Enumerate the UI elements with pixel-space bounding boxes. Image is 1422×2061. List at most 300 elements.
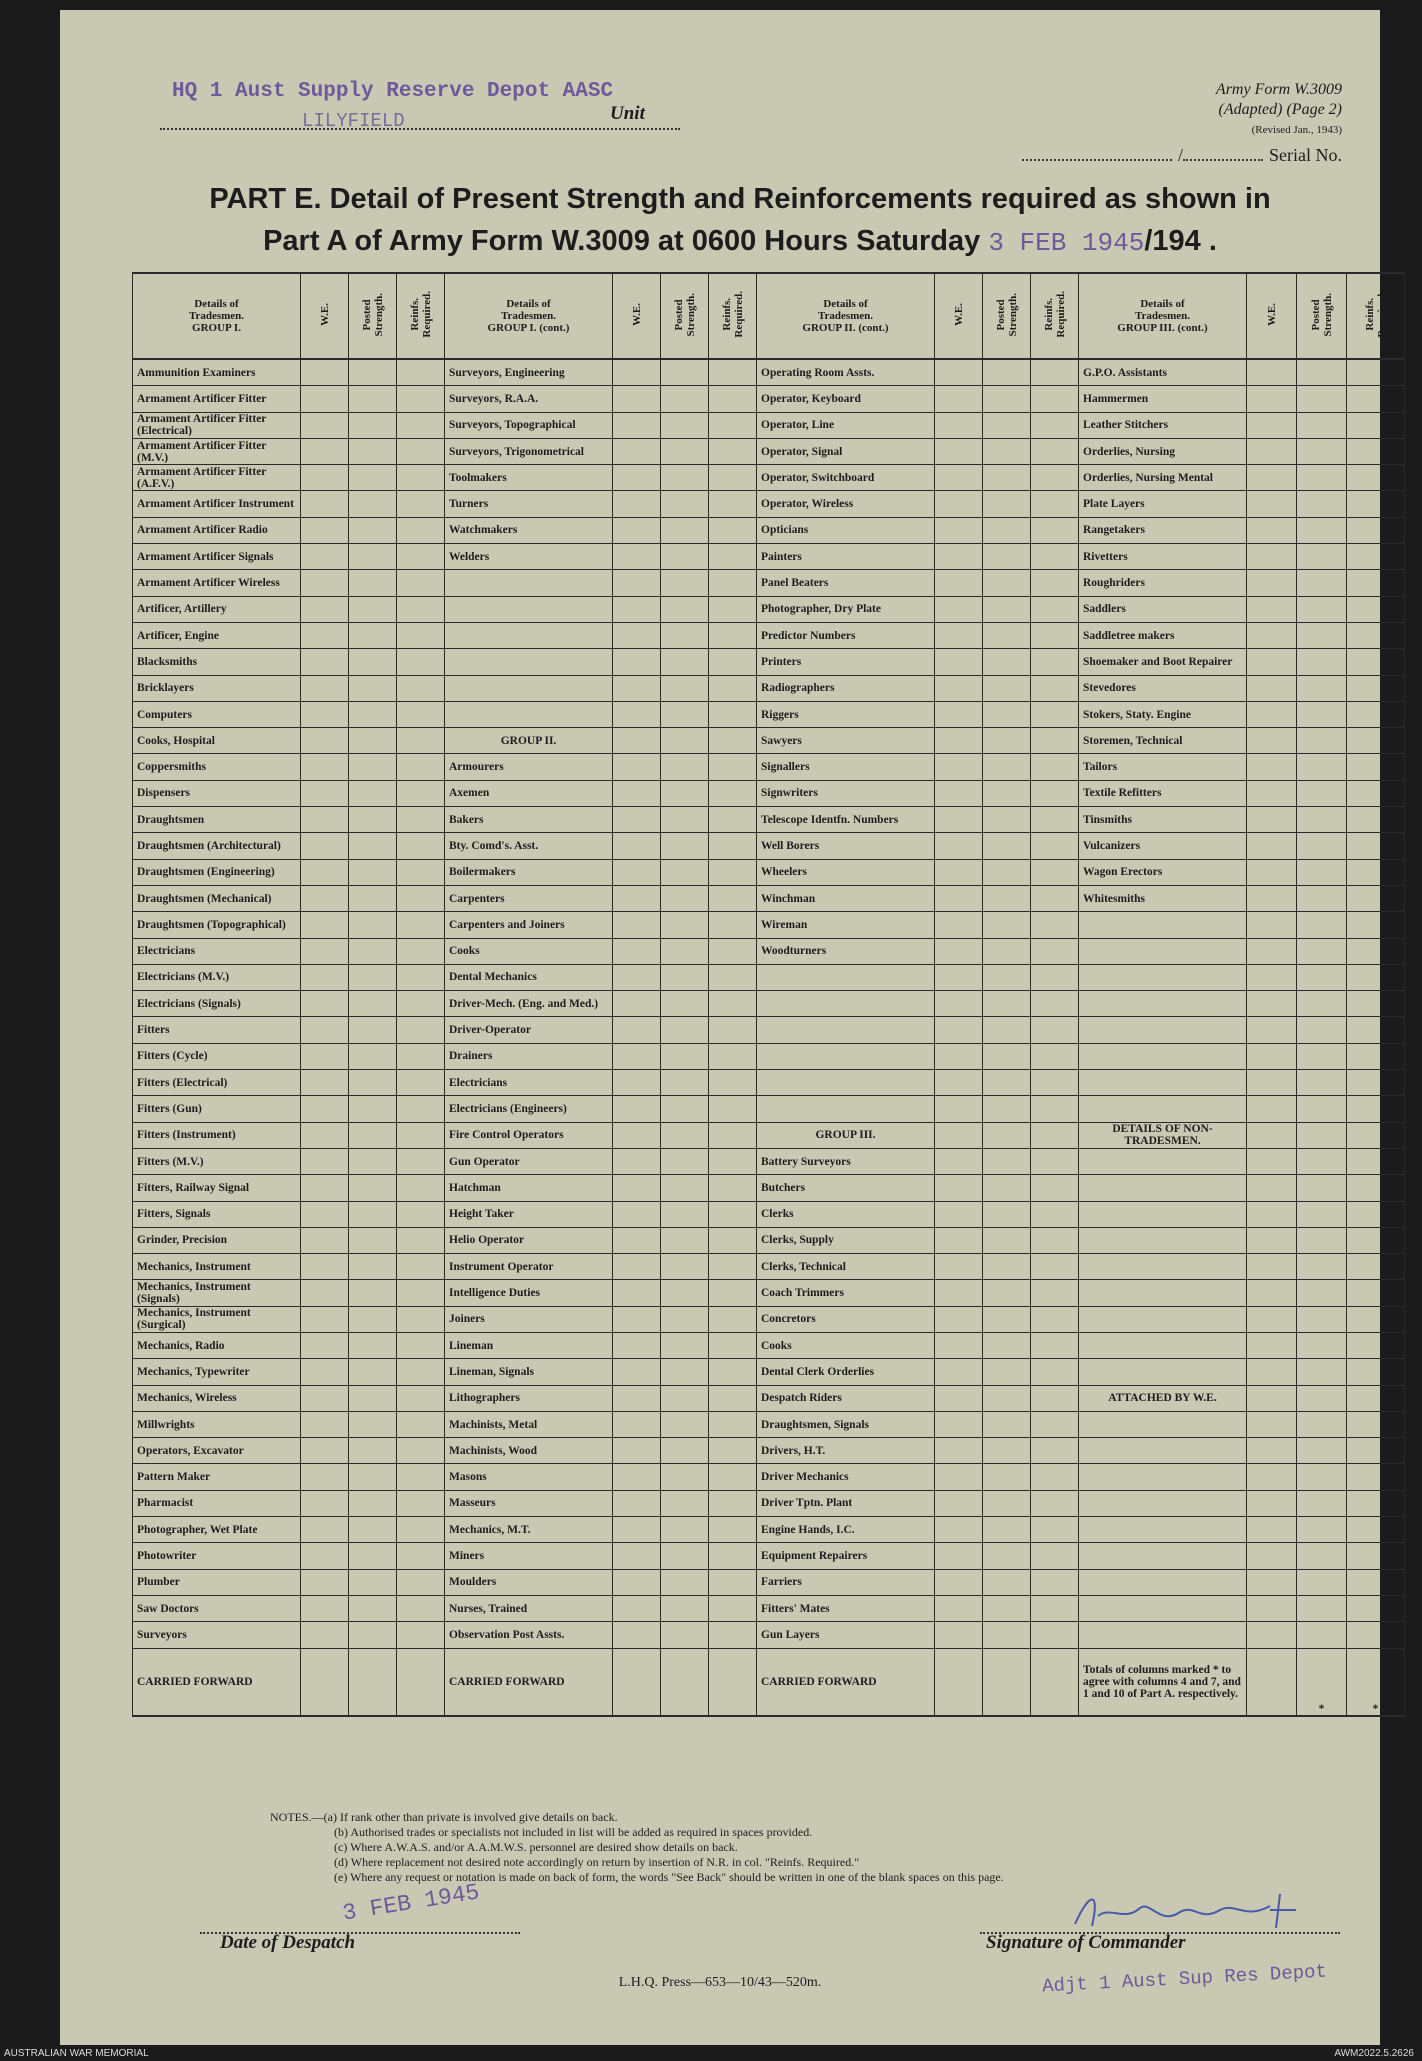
we-cell[interactable] (1247, 1464, 1297, 1490)
reinfs-cell[interactable] (1347, 1306, 1405, 1332)
posted-cell[interactable] (661, 491, 709, 517)
we-cell[interactable] (935, 359, 983, 386)
reinfs-cell[interactable] (1347, 1385, 1405, 1411)
posted-cell[interactable] (983, 412, 1031, 438)
we-cell[interactable] (301, 517, 349, 543)
reinfs-cell[interactable] (1031, 1306, 1079, 1332)
we-cell[interactable] (935, 1543, 983, 1569)
we-cell[interactable] (1247, 1043, 1297, 1069)
reinfs-cell[interactable] (1347, 649, 1405, 675)
posted-cell[interactable] (983, 938, 1031, 964)
reinfs-cell[interactable] (709, 938, 757, 964)
we-cell[interactable] (1247, 1543, 1297, 1569)
posted-cell[interactable] (1297, 1175, 1347, 1201)
posted-cell[interactable] (349, 1464, 397, 1490)
we-cell[interactable] (613, 807, 661, 833)
posted-cell[interactable] (1297, 596, 1347, 622)
we-cell[interactable] (613, 1569, 661, 1595)
we-cell[interactable] (935, 1490, 983, 1516)
reinfs-cell[interactable] (709, 728, 757, 754)
reinfs-cell[interactable] (397, 675, 445, 701)
posted-cell[interactable] (661, 412, 709, 438)
posted-cell[interactable] (661, 728, 709, 754)
posted-cell[interactable] (661, 675, 709, 701)
we-cell[interactable] (935, 885, 983, 911)
posted-cell[interactable] (1297, 1517, 1347, 1543)
reinfs-cell[interactable] (1347, 807, 1405, 833)
we-cell[interactable] (935, 1517, 983, 1543)
posted-cell[interactable] (349, 649, 397, 675)
we-cell[interactable] (935, 570, 983, 596)
reinfs-cell[interactable] (1347, 1227, 1405, 1253)
posted-cell[interactable] (661, 465, 709, 491)
we-cell[interactable] (1247, 1148, 1297, 1174)
reinfs-cell[interactable] (397, 465, 445, 491)
reinfs-cell[interactable] (709, 1280, 757, 1306)
reinfs-cell[interactable] (397, 649, 445, 675)
posted-cell[interactable] (983, 754, 1031, 780)
reinfs-cell[interactable] (1031, 701, 1079, 727)
reinfs-cell[interactable] (397, 412, 445, 438)
we-cell[interactable] (613, 544, 661, 570)
reinfs-cell[interactable] (1031, 359, 1079, 386)
we-cell[interactable] (935, 1096, 983, 1122)
reinfs-cell[interactable] (1031, 1464, 1079, 1490)
reinfs-cell[interactable] (709, 1438, 757, 1464)
posted-cell[interactable] (661, 386, 709, 412)
posted-cell[interactable] (349, 833, 397, 859)
reinfs-cell[interactable] (709, 1175, 757, 1201)
posted-cell[interactable] (1297, 912, 1347, 938)
we-cell[interactable] (1247, 1070, 1297, 1096)
posted-cell[interactable] (983, 1569, 1031, 1595)
reinfs-cell[interactable] (1347, 1254, 1405, 1280)
reinfs-cell[interactable] (1347, 780, 1405, 806)
we-cell[interactable] (1247, 1332, 1297, 1358)
reinfs-cell[interactable] (397, 1595, 445, 1621)
posted-cell[interactable] (661, 1096, 709, 1122)
reinfs-cell[interactable] (1031, 1227, 1079, 1253)
posted-cell[interactable] (1297, 517, 1347, 543)
posted-cell[interactable] (661, 570, 709, 596)
we-cell[interactable] (613, 386, 661, 412)
reinfs-cell[interactable] (1031, 1569, 1079, 1595)
reinfs-cell[interactable] (1347, 570, 1405, 596)
posted-cell[interactable] (983, 1385, 1031, 1411)
we-cell[interactable] (613, 1517, 661, 1543)
reinfs-cell[interactable] (397, 544, 445, 570)
posted-cell[interactable] (661, 649, 709, 675)
reinfs-cell[interactable] (1347, 412, 1405, 438)
posted-cell[interactable] (661, 1201, 709, 1227)
reinfs-cell[interactable] (1347, 1359, 1405, 1385)
posted-cell[interactable] (349, 1543, 397, 1569)
posted-cell[interactable] (983, 1254, 1031, 1280)
posted-cell[interactable] (1297, 1070, 1347, 1096)
we-cell[interactable] (613, 596, 661, 622)
we-cell[interactable] (301, 1043, 349, 1069)
reinfs-cell[interactable] (1347, 438, 1405, 464)
we-cell[interactable] (301, 465, 349, 491)
reinfs-cell[interactable] (1031, 1096, 1079, 1122)
reinfs-cell[interactable] (1347, 1043, 1405, 1069)
reinfs-cell[interactable] (397, 1438, 445, 1464)
reinfs-cell[interactable] (1031, 1385, 1079, 1411)
we-cell[interactable] (613, 1464, 661, 1490)
we-cell[interactable] (935, 938, 983, 964)
we-cell[interactable] (301, 622, 349, 648)
posted-cell[interactable] (1297, 728, 1347, 754)
posted-cell[interactable] (1297, 438, 1347, 464)
reinfs-cell[interactable] (397, 1517, 445, 1543)
we-cell[interactable] (301, 491, 349, 517)
posted-cell[interactable] (983, 807, 1031, 833)
posted-asterisk[interactable]: * (1297, 1648, 1347, 1716)
posted-cell[interactable] (349, 675, 397, 701)
we-cell[interactable] (613, 570, 661, 596)
reinfs-cell[interactable] (709, 386, 757, 412)
we-cell[interactable] (935, 438, 983, 464)
posted-cell[interactable] (661, 1411, 709, 1437)
we-cell[interactable] (301, 1201, 349, 1227)
posted-cell[interactable] (983, 885, 1031, 911)
posted-cell[interactable] (349, 1490, 397, 1516)
we-cell[interactable] (301, 1280, 349, 1306)
reinfs-cell[interactable] (709, 1517, 757, 1543)
reinfs-cell[interactable] (709, 1306, 757, 1332)
posted-cell[interactable] (983, 1411, 1031, 1437)
reinfs-cell[interactable] (1347, 1595, 1405, 1621)
we-cell[interactable] (301, 1359, 349, 1385)
we-cell[interactable] (301, 1543, 349, 1569)
we-cell[interactable] (301, 1096, 349, 1122)
we-cell[interactable] (935, 701, 983, 727)
we-cell[interactable] (301, 544, 349, 570)
we-cell[interactable] (935, 1227, 983, 1253)
posted-cell[interactable] (349, 412, 397, 438)
posted-cell[interactable] (661, 912, 709, 938)
we-cell[interactable] (613, 701, 661, 727)
posted-cell[interactable] (349, 1280, 397, 1306)
we-cell[interactable] (613, 1227, 661, 1253)
posted-cell[interactable] (349, 1254, 397, 1280)
posted-cell[interactable] (1297, 1254, 1347, 1280)
reinfs-cell[interactable] (397, 859, 445, 885)
we-cell[interactable] (1247, 438, 1297, 464)
reinfs-cell[interactable] (397, 1280, 445, 1306)
reinfs-cell[interactable] (709, 1595, 757, 1621)
we-cell[interactable] (935, 1622, 983, 1648)
we-cell[interactable] (301, 1411, 349, 1437)
posted-cell[interactable] (1297, 1622, 1347, 1648)
we-cell[interactable] (1247, 491, 1297, 517)
we-cell[interactable] (301, 885, 349, 911)
posted-cell[interactable] (349, 1306, 397, 1332)
reinfs-cell[interactable] (709, 1070, 757, 1096)
reinfs-cell[interactable] (1031, 622, 1079, 648)
we-cell[interactable] (613, 833, 661, 859)
posted-cell[interactable] (661, 1017, 709, 1043)
we-cell[interactable] (1247, 754, 1297, 780)
we-cell[interactable] (301, 1490, 349, 1516)
reinfs-cell[interactable] (397, 807, 445, 833)
we-cell[interactable] (1247, 1227, 1297, 1253)
we-cell[interactable] (301, 728, 349, 754)
reinfs-total-cell[interactable] (709, 1648, 757, 1716)
we-cell[interactable] (935, 1411, 983, 1437)
we-cell[interactable] (301, 1517, 349, 1543)
posted-cell[interactable] (661, 1438, 709, 1464)
posted-cell[interactable] (983, 991, 1031, 1017)
posted-cell[interactable] (983, 1543, 1031, 1569)
we-cell[interactable] (301, 649, 349, 675)
we-cell[interactable] (301, 1332, 349, 1358)
we-cell[interactable] (301, 412, 349, 438)
reinfs-cell[interactable] (397, 596, 445, 622)
we-cell[interactable] (935, 412, 983, 438)
reinfs-cell[interactable] (1031, 1595, 1079, 1621)
posted-cell[interactable] (983, 544, 1031, 570)
posted-cell[interactable] (1297, 964, 1347, 990)
we-cell[interactable] (301, 438, 349, 464)
reinfs-cell[interactable] (1347, 544, 1405, 570)
reinfs-cell[interactable] (1347, 1070, 1405, 1096)
we-cell[interactable] (1247, 728, 1297, 754)
posted-cell[interactable] (1297, 807, 1347, 833)
we-cell[interactable] (935, 964, 983, 990)
reinfs-cell[interactable] (709, 1201, 757, 1227)
we-cell[interactable] (613, 1332, 661, 1358)
posted-cell[interactable] (349, 1043, 397, 1069)
reinfs-cell[interactable] (397, 1148, 445, 1174)
posted-cell[interactable] (661, 780, 709, 806)
posted-cell[interactable] (661, 991, 709, 1017)
posted-cell[interactable] (349, 359, 397, 386)
posted-cell[interactable] (661, 1280, 709, 1306)
we-cell[interactable] (935, 386, 983, 412)
reinfs-cell[interactable] (709, 701, 757, 727)
reinfs-cell[interactable] (397, 964, 445, 990)
reinfs-cell[interactable] (709, 1359, 757, 1385)
reinfs-cell[interactable] (1031, 964, 1079, 990)
reinfs-cell[interactable] (1347, 859, 1405, 885)
posted-cell[interactable] (983, 1175, 1031, 1201)
posted-cell[interactable] (661, 885, 709, 911)
we-cell[interactable] (935, 622, 983, 648)
posted-cell[interactable] (661, 596, 709, 622)
we-cell[interactable] (1247, 1254, 1297, 1280)
reinfs-cell[interactable] (1347, 754, 1405, 780)
reinfs-cell[interactable] (397, 754, 445, 780)
we-cell[interactable] (613, 885, 661, 911)
posted-cell[interactable] (983, 570, 1031, 596)
posted-cell[interactable] (349, 622, 397, 648)
posted-cell[interactable] (661, 833, 709, 859)
reinfs-cell[interactable] (709, 438, 757, 464)
reinfs-total-cell[interactable] (1031, 1648, 1079, 1716)
reinfs-cell[interactable] (709, 491, 757, 517)
reinfs-cell[interactable] (709, 1122, 757, 1148)
we-cell[interactable] (1247, 517, 1297, 543)
posted-cell[interactable] (1297, 1438, 1347, 1464)
posted-cell[interactable] (661, 1622, 709, 1648)
posted-cell[interactable] (1297, 991, 1347, 1017)
reinfs-cell[interactable] (1031, 1359, 1079, 1385)
posted-cell[interactable] (983, 1070, 1031, 1096)
reinfs-cell[interactable] (397, 1569, 445, 1595)
reinfs-cell[interactable] (1031, 833, 1079, 859)
we-cell[interactable] (935, 675, 983, 701)
reinfs-cell[interactable] (709, 359, 757, 386)
posted-cell[interactable] (983, 438, 1031, 464)
posted-cell[interactable] (1297, 1017, 1347, 1043)
posted-cell[interactable] (983, 1332, 1031, 1358)
posted-cell[interactable] (349, 1227, 397, 1253)
we-cell[interactable] (1247, 912, 1297, 938)
posted-total-cell[interactable] (983, 1648, 1031, 1716)
we-cell[interactable] (613, 1595, 661, 1621)
reinfs-cell[interactable] (1347, 1096, 1405, 1122)
we-cell[interactable] (613, 1148, 661, 1174)
reinfs-cell[interactable] (397, 1622, 445, 1648)
reinfs-cell[interactable] (1031, 1254, 1079, 1280)
we-cell[interactable] (301, 1175, 349, 1201)
posted-cell[interactable] (661, 1595, 709, 1621)
reinfs-cell[interactable] (709, 1464, 757, 1490)
we-cell[interactable] (613, 1543, 661, 1569)
posted-cell[interactable] (661, 754, 709, 780)
we-cell[interactable] (935, 1332, 983, 1358)
posted-cell[interactable] (661, 359, 709, 386)
posted-cell[interactable] (349, 1359, 397, 1385)
we-cell[interactable] (1247, 1517, 1297, 1543)
we-cell[interactable] (935, 1280, 983, 1306)
posted-cell[interactable] (983, 1201, 1031, 1227)
posted-cell[interactable] (349, 1622, 397, 1648)
we-cell[interactable] (935, 991, 983, 1017)
reinfs-cell[interactable] (1031, 1411, 1079, 1437)
we-cell[interactable] (1247, 1490, 1297, 1516)
posted-cell[interactable] (983, 1096, 1031, 1122)
posted-cell[interactable] (1297, 1096, 1347, 1122)
reinfs-cell[interactable] (397, 1411, 445, 1437)
reinfs-cell[interactable] (709, 885, 757, 911)
we-cell[interactable] (935, 1569, 983, 1595)
we-cell[interactable] (613, 649, 661, 675)
reinfs-cell[interactable] (1031, 570, 1079, 596)
we-cell[interactable] (301, 780, 349, 806)
posted-cell[interactable] (983, 1280, 1031, 1306)
reinfs-cell[interactable] (1031, 885, 1079, 911)
reinfs-cell[interactable] (1347, 833, 1405, 859)
reinfs-cell[interactable] (1031, 675, 1079, 701)
reinfs-cell[interactable] (397, 701, 445, 727)
reinfs-cell[interactable] (397, 991, 445, 1017)
we-cell[interactable] (613, 1622, 661, 1648)
posted-cell[interactable] (1297, 780, 1347, 806)
posted-cell[interactable] (983, 1517, 1031, 1543)
posted-cell[interactable] (349, 596, 397, 622)
reinfs-cell[interactable] (397, 1490, 445, 1516)
we-cell[interactable] (935, 1359, 983, 1385)
posted-cell[interactable] (983, 1122, 1031, 1148)
reinfs-cell[interactable] (1031, 1517, 1079, 1543)
we-total-cell[interactable] (301, 1648, 349, 1716)
posted-cell[interactable] (661, 1043, 709, 1069)
posted-cell[interactable] (661, 1148, 709, 1174)
posted-cell[interactable] (983, 701, 1031, 727)
posted-cell[interactable] (349, 728, 397, 754)
reinfs-cell[interactable] (709, 596, 757, 622)
reinfs-cell[interactable] (709, 780, 757, 806)
reinfs-cell[interactable] (709, 1148, 757, 1174)
reinfs-cell[interactable] (397, 622, 445, 648)
posted-cell[interactable] (349, 780, 397, 806)
reinfs-cell[interactable] (397, 570, 445, 596)
we-cell[interactable] (935, 465, 983, 491)
we-cell[interactable] (1247, 1569, 1297, 1595)
we-cell[interactable] (1247, 596, 1297, 622)
posted-cell[interactable] (349, 701, 397, 727)
reinfs-cell[interactable] (397, 1543, 445, 1569)
posted-cell[interactable] (1297, 1411, 1347, 1437)
posted-cell[interactable] (661, 964, 709, 990)
posted-cell[interactable] (1297, 833, 1347, 859)
we-cell[interactable] (1247, 701, 1297, 727)
posted-cell[interactable] (349, 938, 397, 964)
we-cell[interactable] (301, 1306, 349, 1332)
we-cell[interactable] (1247, 938, 1297, 964)
we-cell[interactable] (613, 1385, 661, 1411)
reinfs-cell[interactable] (1347, 885, 1405, 911)
reinfs-cell[interactable] (1347, 596, 1405, 622)
we-cell[interactable] (301, 570, 349, 596)
reinfs-cell[interactable] (1031, 1543, 1079, 1569)
reinfs-cell[interactable] (1031, 596, 1079, 622)
posted-cell[interactable] (983, 859, 1031, 885)
reinfs-cell[interactable] (1031, 1201, 1079, 1227)
we-cell[interactable] (613, 359, 661, 386)
posted-cell[interactable] (349, 807, 397, 833)
reinfs-cell[interactable] (397, 1464, 445, 1490)
reinfs-cell[interactable] (1347, 1280, 1405, 1306)
reinfs-cell[interactable] (1031, 386, 1079, 412)
we-cell[interactable] (613, 517, 661, 543)
reinfs-cell[interactable] (709, 622, 757, 648)
we-cell[interactable] (301, 1569, 349, 1595)
posted-cell[interactable] (983, 1464, 1031, 1490)
reinfs-cell[interactable] (1347, 1201, 1405, 1227)
we-total-cell[interactable] (1247, 1648, 1297, 1716)
reinfs-cell[interactable] (1031, 754, 1079, 780)
we-cell[interactable] (935, 1122, 983, 1148)
we-cell[interactable] (1247, 465, 1297, 491)
we-cell[interactable] (301, 964, 349, 990)
posted-cell[interactable] (349, 1569, 397, 1595)
posted-cell[interactable] (1297, 491, 1347, 517)
we-cell[interactable] (301, 807, 349, 833)
posted-cell[interactable] (1297, 649, 1347, 675)
posted-cell[interactable] (661, 1122, 709, 1148)
reinfs-cell[interactable] (397, 1070, 445, 1096)
reinfs-cell[interactable] (709, 675, 757, 701)
reinfs-cell[interactable] (1347, 728, 1405, 754)
reinfs-cell[interactable] (1031, 728, 1079, 754)
we-cell[interactable] (613, 1306, 661, 1332)
posted-cell[interactable] (349, 1122, 397, 1148)
we-cell[interactable] (301, 1017, 349, 1043)
posted-cell[interactable] (1297, 1385, 1347, 1411)
